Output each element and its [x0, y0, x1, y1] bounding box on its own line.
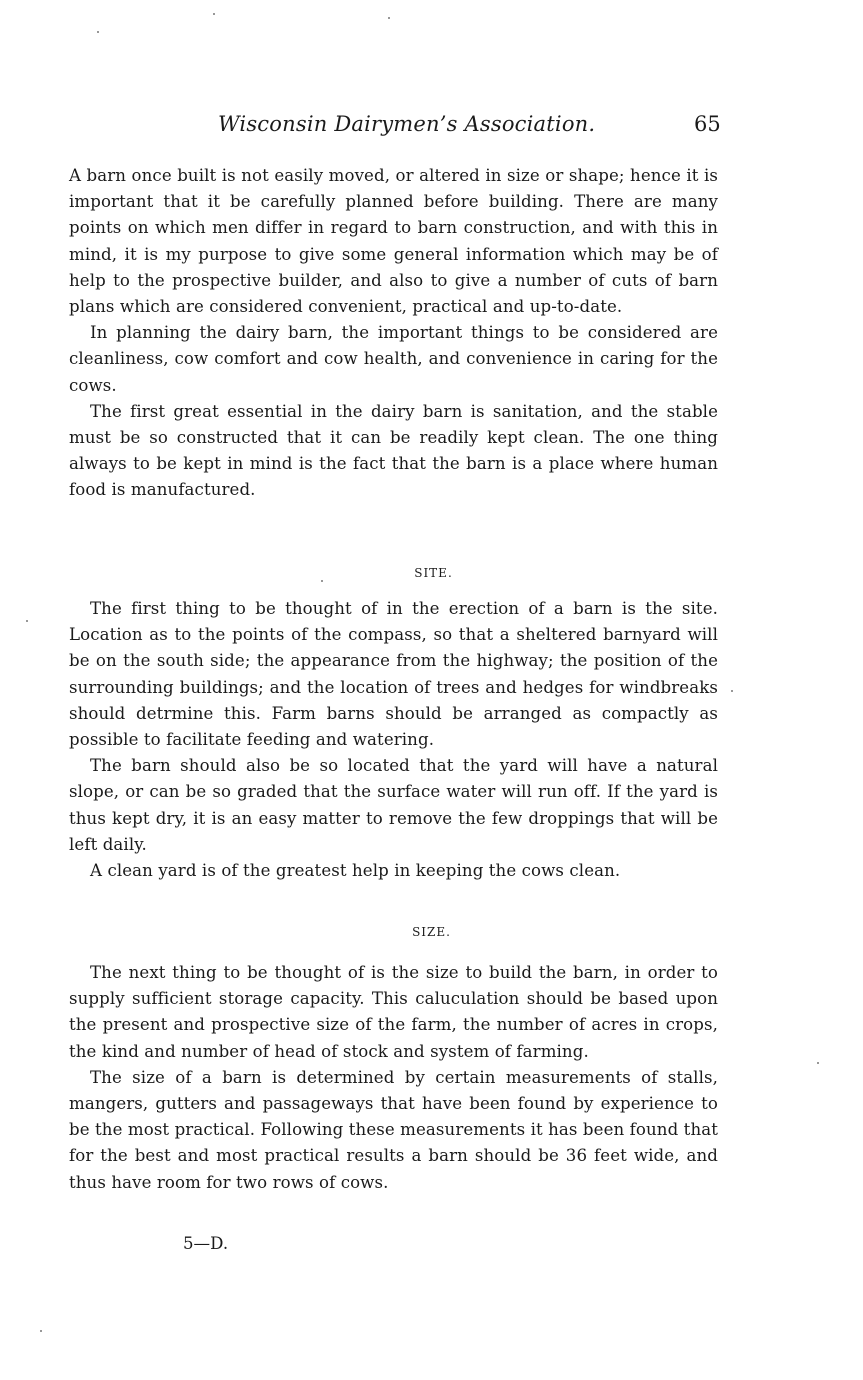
paragraph: The first thing to be thought of in the erection of a barn is the site. Location as to the points of the compass, so that a sheltered barnyard will be on the south side; the appearance from the highway; the position of the surrounding buildings; and the location of trees and hedges for windbreaks should detrmine this. Farm barns should be arranged as compactly as possible to facilitate feeding and watering.: [69, 599, 718, 750]
scan-speck: [817, 1062, 819, 1064]
paragraph: The first great essential in the dairy barn is sanitation, and the stable must be so constructed that it can be readily kept clean. The one thing always to be kept in mind is the fact that the barn is a place where human food is manufactured.: [69, 401, 718, 500]
running-header: [0, 112, 863, 142]
paragraph: The size of a barn is determined by certain measurements of stalls, mangers, gutters and passageways that have been found by experience to be the most practical. Following these measurements it has been found that for the best and most practical results a barn should be 36 feet wide, and thus have room for two rows of cows.: [69, 1067, 718, 1192]
page-number: 65: [694, 112, 721, 136]
section-heading-site: SITE.: [414, 566, 453, 580]
running-title: Wisconsin Dairymen’s Association.: [218, 112, 596, 136]
scan-speck: [40, 1330, 42, 1332]
paragraph: The barn should also be so located that the yard will have a natural slope, or can be so graded that the surface water will run off. If the yard is thus kept dry, it is an easy matter to remove the few droppings that will be left daily.: [69, 756, 718, 854]
intro-section: [69, 163, 718, 504]
scan-speck: [388, 17, 390, 19]
scan-speck: [321, 580, 323, 582]
paragraph: A barn once built is not easily moved, or altered in size or shape; hence it is important that it be carefully planned before building. There are many points on which men differ in regard to barn construction, and with this in mind, it is my purpose to give some general information which may be of help to the prospective builder, and also to give a number of cuts of barn plans which are considered convenient, practical and up-to-date.: [69, 166, 718, 317]
scan-speck: [97, 31, 99, 33]
section-heading-size: SIZE.: [412, 925, 451, 939]
site-section: [69, 596, 718, 884]
size-section: [69, 960, 718, 1196]
paragraph: A clean yard is of the greatest help in keeping the cows clean.: [90, 861, 621, 881]
paragraph: The next thing to be thought of is the size to build the barn, in order to supply sufficient storage capacity. This caluculation should be based upon the present and prospective size of the farm, the number of acres in crops, the kind and number of head of stock and system of farming.: [69, 963, 718, 1061]
scan-speck: [213, 13, 215, 15]
scan-speck: [731, 690, 733, 692]
signature-mark: 5—D.: [183, 1234, 229, 1253]
paragraph: In planning the dairy barn, the important things to be considered are cleanliness, cow comfort and cow health, and convenience in caring for the cows.: [69, 323, 718, 395]
scan-speck: [26, 620, 28, 622]
